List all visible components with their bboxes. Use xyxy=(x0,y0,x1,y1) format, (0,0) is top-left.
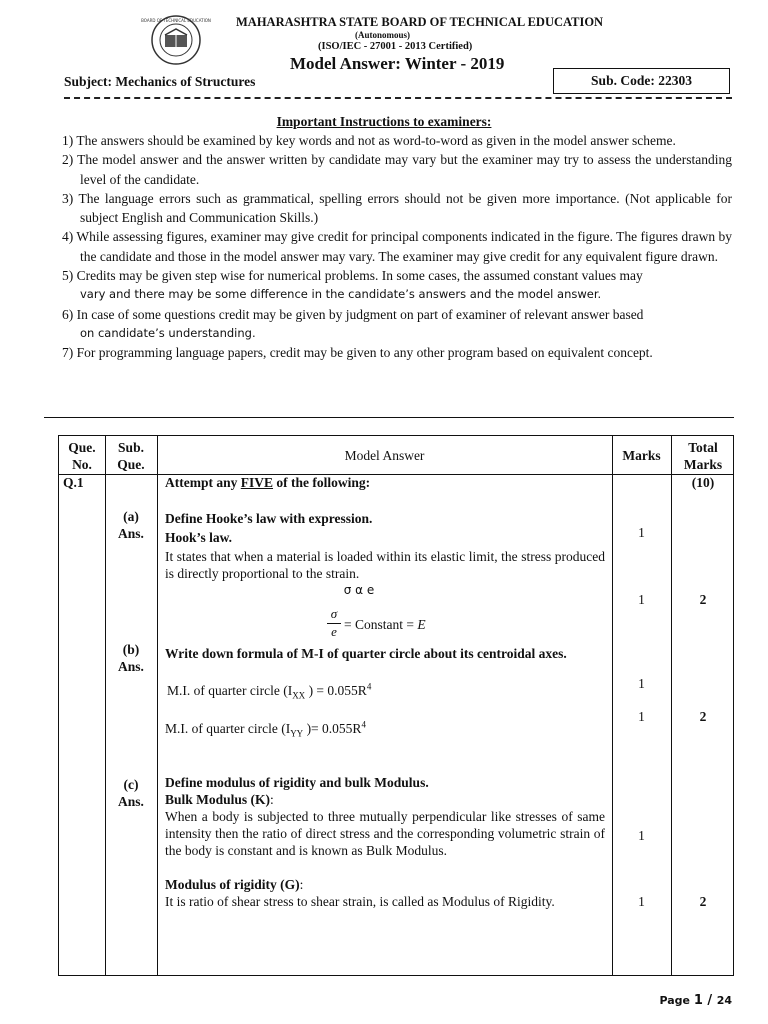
header-total-marks: Total Marks xyxy=(683,440,723,472)
page-title: Model Answer: Winter - 2019 xyxy=(290,54,505,73)
header-que-no: Que. No. xyxy=(68,440,96,472)
total-c: 2 xyxy=(699,894,707,909)
mark-b-1: 1 xyxy=(638,676,645,691)
autonomous-label: (Autonomous) xyxy=(355,30,411,40)
question-a: Define Hooke’s law with expression. xyxy=(165,511,373,526)
instruction-item: 3) The language errors such as grammatical, spelling errors should not be given more importance. (Not applicable for subject English and Communication Skills.) xyxy=(62,190,732,226)
instruction-item: 4) While assessing figures, examiner may give credit for principal components indicated in the figure. The figures drawn by the candidate and those in the model answer may vary. The examiner may give credit for any equivalent figure drawn. xyxy=(62,229,732,264)
hooke-equation: = Constant = E xyxy=(344,617,426,632)
bulk-modulus-heading: Bulk Modulus (K): xyxy=(165,792,274,807)
question-b: Write down formula of M-I of quarter circle about its centroidal axes. xyxy=(165,646,567,661)
answer-label-a: Ans. xyxy=(118,526,144,541)
bulk-modulus-text: When a body is subjected to three mutually perpendicular like stresses of same intensity then the ratio of direct stress and the corresponding volumetric strain of the body is constant and is known as Bulk Modulus. xyxy=(165,809,605,858)
table-header-line xyxy=(59,474,733,475)
answer-table xyxy=(58,435,734,976)
instruction-item: 2) The model answer and the answer written by candidate may vary but the examiner may try to assess the understanding level of the candidate. xyxy=(62,152,732,187)
answer-label-c: Ans. xyxy=(118,794,144,809)
sub-question-b: (b) xyxy=(122,642,140,657)
msbte-logo xyxy=(141,14,211,66)
page-number: Page 1 / 24 xyxy=(659,993,732,1008)
mi-ixx-formula: M.I. of quarter circle ($I_{XX}$ ) = $0.055R^4$ xyxy=(167,681,372,701)
subject-label: Subject: Mechanics of Structures xyxy=(64,74,256,89)
fraction-numerator: σ xyxy=(330,606,338,621)
hooks-law-heading: Hook’s law. xyxy=(165,530,233,545)
mark-a-2: 1 xyxy=(638,592,645,607)
sub-code-box: Sub. Code: 22303 xyxy=(553,68,730,94)
mi-iyy-formula: M.I. of quarter circle ($I_{YY}$ )= $0.055R^4$ xyxy=(165,719,366,739)
instruction-item: 6) In case of some questions credit may be given by judgment on part of examiner of relevant answer based xyxy=(62,306,644,322)
rigidity-text: It is ratio of shear stress to shear strain, is called as Modulus of Rigidity. xyxy=(165,894,555,909)
mark-c-2: 1 xyxy=(638,894,645,909)
mark-b-2: 1 xyxy=(638,709,645,724)
instructions-title: Important Instructions to examiners: xyxy=(276,114,492,129)
instruction-item: 1) The answers should be examined by key words and not as word-to-word as given in the model answer scheme. xyxy=(62,133,676,148)
board-name: MAHARASHTRA STATE BOARD OF TECHNICAL EDUCATION xyxy=(236,15,604,29)
header-sub-que: Sub. Que. xyxy=(117,440,145,472)
fraction-denominator: e xyxy=(331,624,337,639)
sub-question-c: (c) xyxy=(123,777,139,792)
question-c: Define modulus of rigidity and bulk Modulus. xyxy=(165,775,429,790)
header-marks: Marks xyxy=(622,448,661,463)
logo-text: BOARD OF TECHNICAL EDUCATION xyxy=(141,18,211,23)
iso-certification: (ISO/IEC - 27001 - 2013 Certified) xyxy=(318,41,473,52)
instruction-item: 7) For programming language papers, credit may be given to any other program based on equivalent concept. xyxy=(62,345,653,361)
instruction-item-continued: vary and there may be some difference in the candidate’s answers and the model answer. xyxy=(80,287,602,302)
table-column-line xyxy=(157,436,158,975)
q1-total-marks: (10) xyxy=(691,475,715,490)
question-number: Q.1 xyxy=(63,475,84,490)
mark-a-1: 1 xyxy=(638,525,645,540)
dashed-divider xyxy=(64,97,732,99)
hooks-law-text: It states that when a material is loaded within its elastic limit, the stress produced is directly proportional to the strain. xyxy=(165,549,605,581)
total-b: 2 xyxy=(699,709,707,724)
proportional-expression: σ α e xyxy=(343,583,375,597)
section-divider xyxy=(44,417,734,418)
mark-c-1: 1 xyxy=(638,828,645,843)
instruction-item-continued: on candidate’s understanding. xyxy=(80,325,256,340)
instructions-list xyxy=(62,131,732,363)
sub-question-a: (a) xyxy=(123,509,139,524)
question-prompt: Attempt any FIVE of the following: xyxy=(165,475,371,490)
total-a: 2 xyxy=(699,592,707,607)
header-model-answer: Model Answer xyxy=(344,448,425,463)
rigidity-heading: Modulus of rigidity (G): xyxy=(165,877,304,892)
answer-label-b: Ans. xyxy=(118,659,144,674)
instruction-item: 5) Credits may be given step wise for numerical problems. In some cases, the assumed constant values may xyxy=(62,268,643,284)
